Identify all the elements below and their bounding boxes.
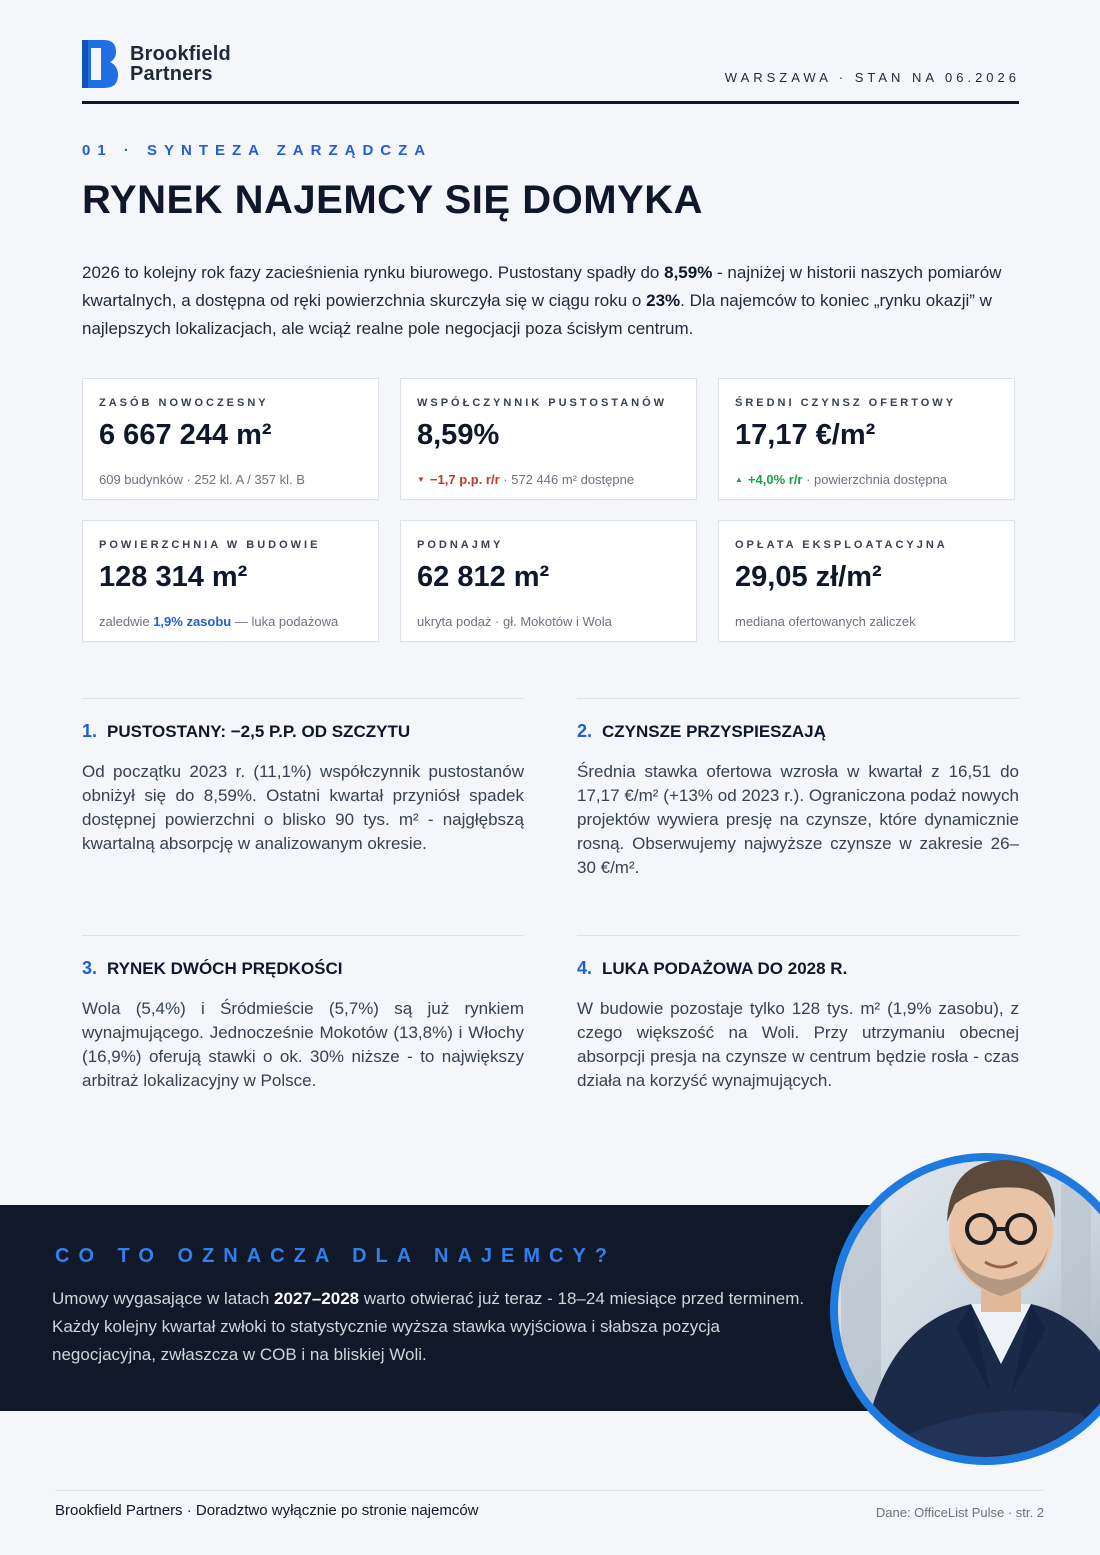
stat-card-value: 62 812 m²	[417, 561, 550, 593]
stat-card-label: OPŁATA EKSPLOATACYJNA	[735, 539, 948, 551]
section-kicker: 01 · SYNTEZA ZARZĄDCZA	[82, 142, 433, 159]
lead-paragraph	[82, 259, 1022, 343]
lead-highlight-vacancy: 8,59%	[664, 263, 713, 282]
stat-card-note: mediana ofertowanych zaliczek	[735, 614, 916, 629]
stat-card-value: 29,05 zł/m²	[735, 561, 882, 593]
stat-card-service-charge	[718, 520, 1015, 642]
lead-text-2: - najniżej w historii naszych pomiarów kwartalnych, a dostępna od ręki powierzchnia skurczyła się w ciągu roku o	[82, 263, 1002, 310]
stat-card-label: WSPÓŁCZYNNIK PUSTOSTANÓW	[417, 397, 668, 409]
stat-card-label: ZASÓB NOWOCZESNY	[99, 397, 269, 409]
finding-title: LUKA PODAŻOWA DO 2028 R.	[602, 959, 848, 978]
header-divider	[82, 101, 1019, 104]
stat-card-note	[99, 614, 338, 629]
stat-card-sublease	[400, 520, 697, 642]
stat-card-note: 609 budynków · 252 kl. A / 357 kl. B	[99, 472, 305, 487]
stat-card-note-post: — luka podażowa	[231, 614, 339, 629]
page-title: RYNEK NAJEMCY SIĘ DOMYKA	[82, 178, 703, 222]
header-location-date: WARSZAWA · STAN NA 06.2026	[724, 70, 1020, 85]
footer-source-page: Dane: OfficeList Pulse · str. 2	[875, 1505, 1044, 1520]
brand-logo-icon	[82, 40, 118, 88]
stat-card-rent	[718, 378, 1015, 500]
stat-card-under-construction	[82, 520, 379, 642]
finding-section-1	[82, 698, 524, 856]
stat-card-label: POWIERZCHNIA W BUDOWIE	[99, 539, 321, 551]
lead-text-1: 2026 to kolejny rok fazy zacieśnienia rynku biurowego. Pustostany spadły do	[82, 263, 665, 282]
finding-body: Od początku 2023 r. (11,1%) współczynnik pustostanów obniżył się do 8,59%. Ostatni kwartał przyniósł spadek dostępnej powierzchni o blisko 90 tys. m² - najgłębszą kwartalną absorpcję w analizowanym okresie.	[82, 762, 524, 853]
finding-number: 2.	[577, 721, 593, 741]
stat-card-value: 6 667 244 m²	[99, 419, 272, 451]
stat-card-note	[735, 472, 947, 487]
stat-card-note-highlight: 1,9% zasobu	[153, 614, 232, 629]
band-paragraph	[52, 1285, 812, 1369]
lead-highlight-decline: 23%	[646, 291, 681, 310]
stat-card-value: 8,59%	[417, 419, 500, 451]
band-text-1: Umowy wygasające w latach	[52, 1289, 275, 1308]
lead-text-3: . Dla najemców to koniec „rynku okazji” w najlepszych lokalizacjach, ale wciąż realne pole negocjacji poza ścisłym centrum.	[82, 291, 992, 338]
brand-name-line1: Brookfield	[130, 43, 231, 65]
stat-card-value: 17,17 €/m²	[735, 419, 876, 451]
stat-card-note-text: · powierzchnia dostępna	[802, 472, 948, 487]
finding-number: 3.	[82, 958, 98, 978]
stat-card-note-text: · 572 446 m² dostępne	[499, 472, 635, 487]
finding-body: Wola (5,4%) i Śródmieście (5,7%) są już rynkiem wynajmującego. Jednocześnie Mokotów (13,8%) i Włochy (16,9%) oferują stawki o ok. 30% niższe - to największy arbitraż lokalizacyjny w Polsce.	[82, 999, 524, 1090]
trend-up-icon: ▲	[735, 475, 743, 484]
advisor-portrait	[821, 1114, 1100, 1474]
stat-card-trend: +4,0% r/r	[747, 472, 803, 487]
finding-section-4	[577, 935, 1019, 1093]
brand-logo	[82, 40, 231, 88]
finding-title: RYNEK DWÓCH PRĘDKOŚCI	[107, 959, 343, 978]
finding-section-3	[82, 935, 524, 1093]
stat-card-label: ŚREDNI CZYNSZ OFERTOWY	[735, 397, 957, 409]
stat-card-stock	[82, 378, 379, 500]
finding-section-2	[577, 698, 1019, 880]
finding-number: 1.	[82, 721, 98, 741]
stat-card-label: PODNAJMY	[417, 539, 504, 551]
finding-heading	[82, 958, 524, 979]
footer-brand-tagline: Brookfield Partners · Doradztwo wyłącznie po stronie najemców	[55, 1502, 479, 1519]
brand-name-line2: Partners	[130, 63, 213, 85]
stat-card-value: 128 314 m²	[99, 561, 248, 593]
finding-title: PUSTOSTANY: −2,5 P.P. OD SZCZYTU	[107, 722, 411, 741]
finding-heading	[82, 721, 524, 742]
band-heading: CO TO OZNACZA DLA NAJEMCY?	[55, 1245, 617, 1267]
finding-number: 4.	[577, 958, 593, 978]
finding-heading	[577, 958, 1019, 979]
brand-name	[130, 44, 231, 84]
stat-card-vacancy	[400, 378, 697, 500]
band-highlight-years: 2027–2028	[274, 1289, 360, 1308]
footer-divider	[55, 1490, 1043, 1491]
band-text-2: warto otwierać już teraz - 18–24 miesiące przed terminem. Każdy kolejny kwartał zwłoki to statystycznie wyższa stawka wyjściowa i słabsza pozycja negocjacyjna, zwłaszcza w COB i na bliskiej Woli.	[52, 1289, 805, 1364]
stat-card-note-pre: zaledwie	[99, 614, 154, 629]
trend-down-icon: ▼	[417, 475, 425, 484]
stat-card-note	[417, 472, 634, 487]
finding-body: W budowie pozostaje tylko 128 tys. m² (1,9% zasobu), z czego większość na Woli. Przy utrzymaniu obecnej absorpcji presja na czynsze w centrum będzie rosła - czas działa na korzyść wynajmujących.	[577, 999, 1019, 1090]
stat-card-note: ukryta podaż · gł. Mokotów i Wola	[417, 614, 612, 629]
finding-body: Średnia stawka ofertowa wzrosła w kwartał z 16,51 do 17,17 €/m² (+13% od 2023 r.). Ograniczona podaż nowych projektów wywiera presję na czynsze, które dynamicznie rosną. Obserwujemy najwyższe czynsze w zakresie 26–30 €/m².	[577, 762, 1019, 877]
finding-heading	[577, 721, 1019, 742]
finding-title: CZYNSZE PRZYSPIESZAJĄ	[602, 722, 826, 741]
stat-card-trend: −1,7 p.p. r/r	[429, 472, 500, 487]
